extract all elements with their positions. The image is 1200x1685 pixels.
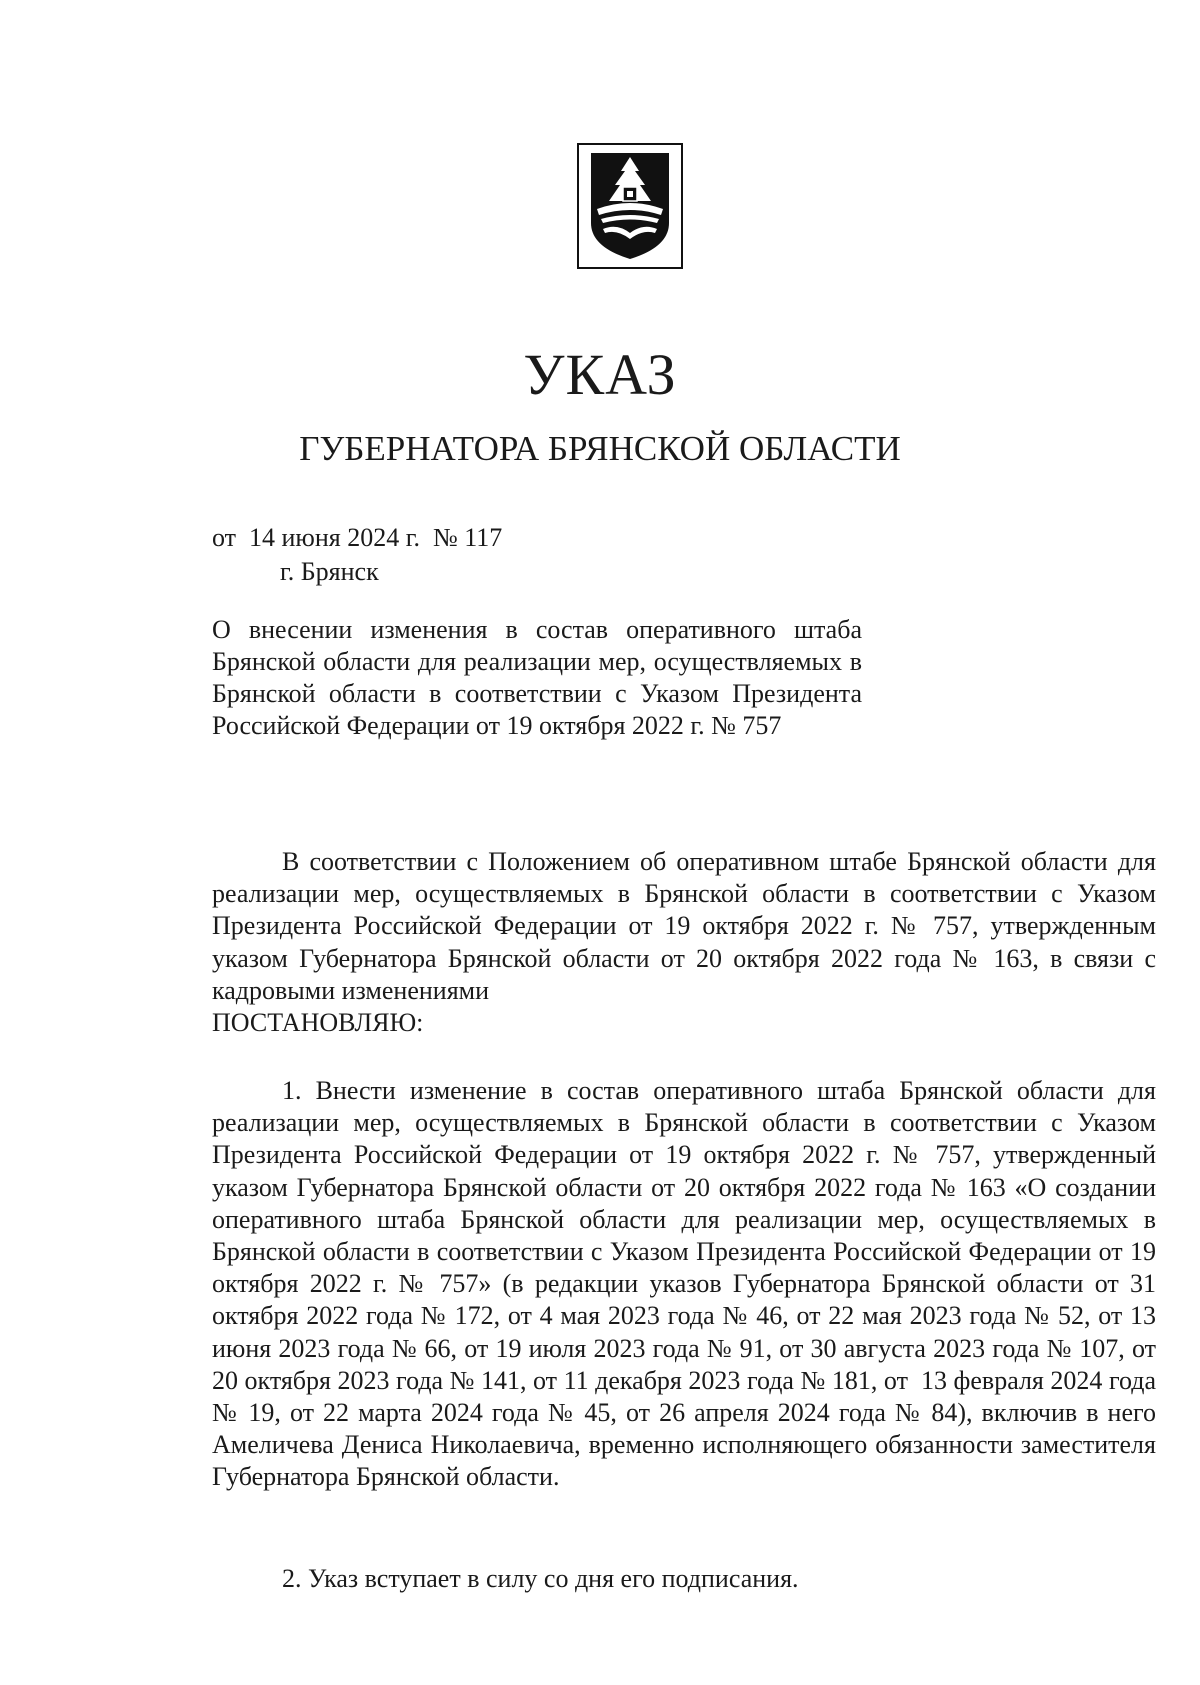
item-2-block bbox=[212, 1563, 1156, 1595]
city-line: г. Брянск bbox=[280, 557, 379, 586]
item-2-paragraph: 2. Указ вступает в силу со дня его подписания. bbox=[282, 1564, 799, 1593]
item-1-paragraph: 1. Внести изменение в состав оперативного штаба Брянской области для реализации мер, осуществляемых в Брянской области в соответствии с Указом Президента Российской Федерации от 19 октября 2022 г. № 757, утвержденный указом Губернатора Брянской области от 20 октября 2022 года № 163 «О создании оперативного штаба Брянской области для реализации мер, осуществляемых в Брянской области в соответствии с Указом Президента Российской Федерации от 19 октября 2022 г. № 757» (в редакции указов Губернатора Брянской области от 31 октября 2022 года № 172, от 4 мая 2023 года № 46, от 22 мая 2023 года № 52, от 13 июня 2023 года № 66, от 19 июля 2023 года № 91, от 30 августа 2023 года № 107, от 20 октября 2023 года № 141, от 11 декабря 2023 года № 181, от 13 февраля 2024 года № 19, от 22 марта 2024 года № 45, от 26 апреля 2024 года № 84), включив в него Амеличева Дениса Николаевича, временно исполняющего обязанности заместителя Губернатора Брянской области. bbox=[212, 1076, 1163, 1492]
document-subtitle: ГУБЕРНАТОРА БРЯНСКОЙ ОБЛАСТИ bbox=[299, 429, 901, 468]
preamble-block bbox=[212, 846, 1156, 1039]
document-meta bbox=[212, 521, 502, 589]
decree-word: ПОСТАНОВЛЯЮ: bbox=[212, 1008, 424, 1038]
coat-of-arms-icon bbox=[577, 143, 683, 269]
preamble-paragraph: В соответствии с Положением об оперативном штабе Брянской области для реализации мер, осуществляемых в Брянской области в соответствии с Указом Президента Российской Федерации от 19 октября 2022 г. № 757, утвержденным указом Губернатора Брянской области от 20 октября 2022 года № 163, в связи с кадровыми изменениями bbox=[212, 847, 1156, 1005]
document-subject: О внесении изменения в состав оперативного штаба Брянской области для реализации мер, осуществляемых в Брянской области в соответствии с Указом Президента Российской Федерации от 19 октября 2022 г. № 757 bbox=[212, 615, 862, 740]
item-1-block bbox=[212, 1075, 1163, 1494]
date-number-line: от 14 июня 2024 г. № 117 bbox=[212, 523, 503, 552]
document-title: УКАЗ bbox=[523, 342, 677, 407]
